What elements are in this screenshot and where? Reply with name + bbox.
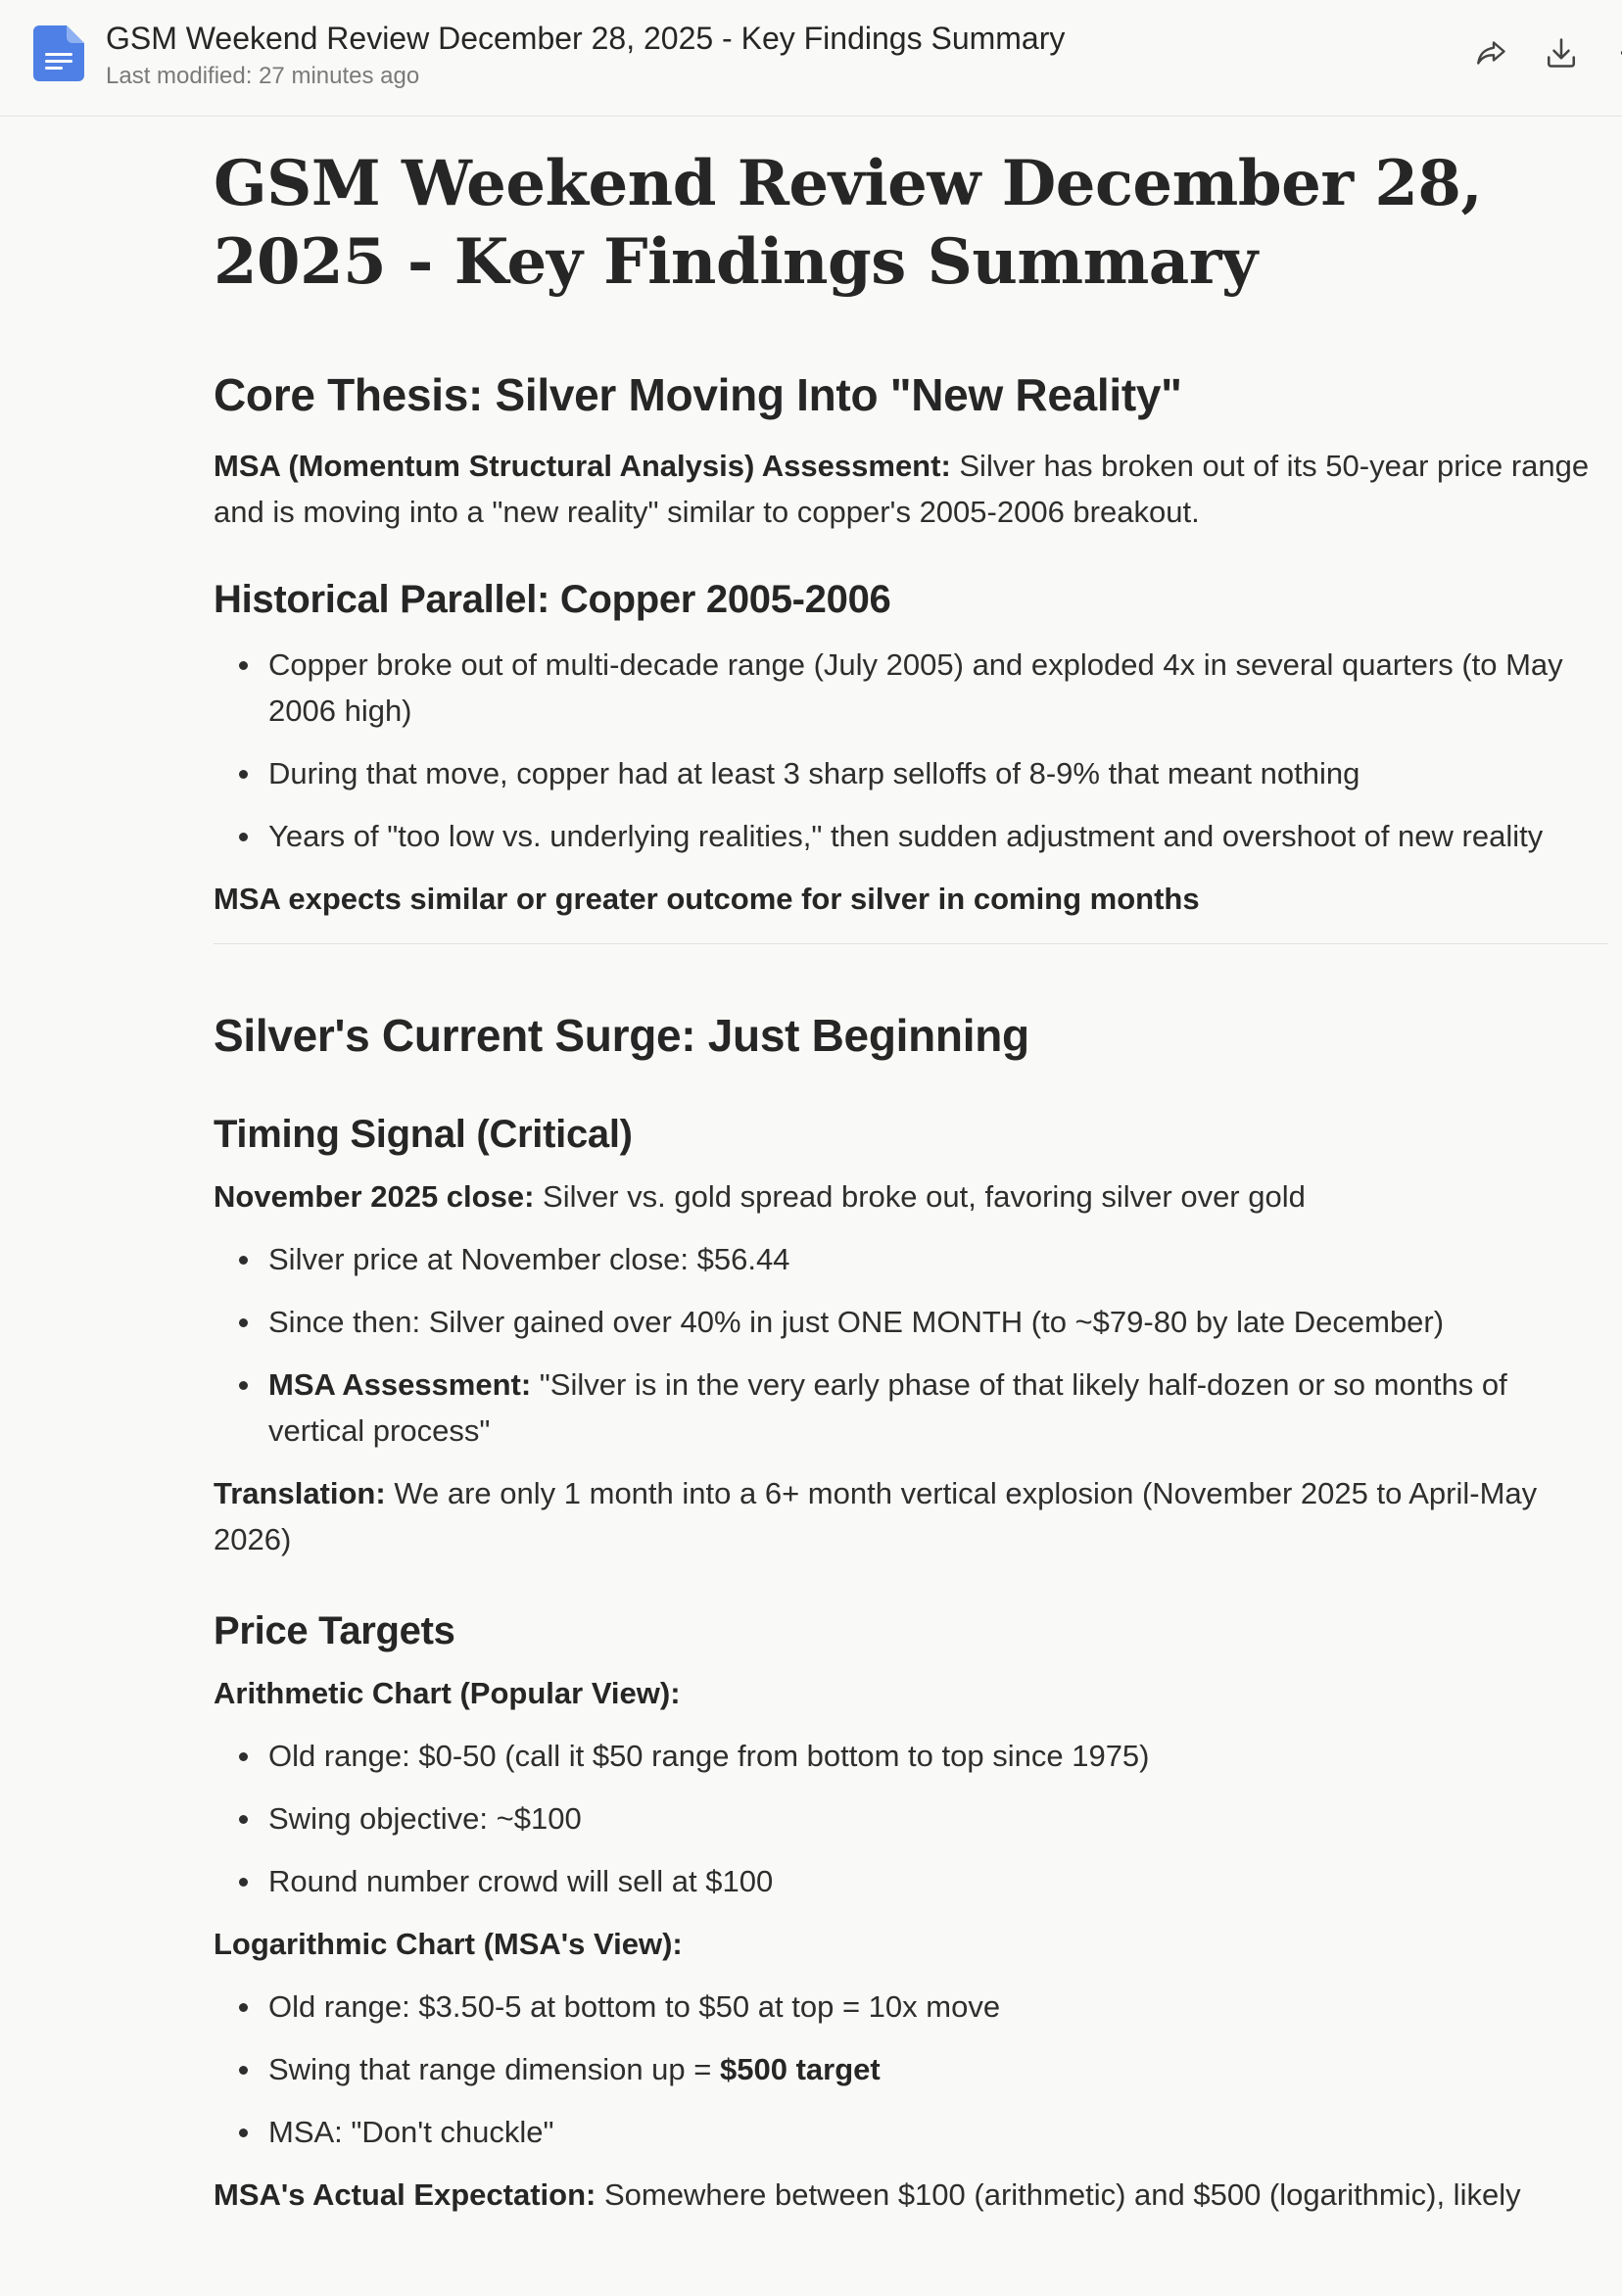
translation-paragraph [214,1470,1604,1562]
msa-expectation-paragraph [214,876,1604,922]
logarithmic-bullet-list [214,1984,1604,2155]
timing-bullet-list [214,1236,1604,1454]
msa-assessment-label: MSA (Momentum Structural Analysis) Assessment: [214,449,951,483]
heading-historical-parallel: Historical Parallel: Copper 2005-2006 [214,578,891,621]
list-item: Round number crowd will sell at $100 [268,1858,1604,1904]
download-button[interactable] [1538,29,1585,76]
logarithmic-chart-label: Logarithmic Chart (MSA's View): [214,1927,683,1961]
heading-timing-signal: Timing Signal (Critical) [214,1113,633,1156]
section-divider [214,943,1608,944]
arithmetic-bullet-list [214,1733,1604,1904]
list-item: Years of "too low vs. underlying realities," then sudden adjustment and overshoot of new reality [268,813,1604,859]
document-icon [33,25,84,81]
list-item: Silver price at November close: $56.44 [268,1236,1604,1282]
heading-price-targets: Price Targets [214,1609,455,1652]
november-close-paragraph [214,1173,1604,1220]
share-button[interactable] [1467,29,1514,76]
logarithmic-chart-label-paragraph [214,1921,1604,1967]
msa-assessment-text: Silver has broken out of its 50-year price range and is moving into a "new reality" similar to copper's 2005-2006 breakout. [214,449,1590,529]
historical-bullet-list [214,642,1604,859]
arithmetic-chart-label: Arithmetic Chart (Popular View): [214,1676,681,1710]
download-icon [1544,35,1579,71]
november-close-label: November 2025 close: [214,1179,535,1214]
november-close-text: Silver vs. gold spread broke out, favoring silver over gold [534,1179,1306,1214]
target-500-text: $500 target [720,2052,881,2086]
actual-expectation-paragraph [214,2172,1604,2218]
swing-range-text: Swing that range dimension up = [268,2052,720,2086]
last-modified-text: Last modified: 27 minutes ago [106,63,420,89]
document-header [0,0,1622,117]
heading-current-surge: Silver's Current Surge: Just Beginning [214,1010,1029,1061]
list-item: Copper broke out of multi-decade range (July 2005) and exploded 4x in several quarters (to May 2006 high) [268,642,1604,734]
share-icon [1473,35,1508,71]
list-item: During that move, copper had at least 3 sharp selloffs of 8-9% that meant nothing [268,750,1604,796]
arithmetic-chart-label-paragraph [214,1670,1604,1716]
msa-expectation-text: MSA expects similar or greater outcome for silver in coming months [214,882,1200,916]
list-item [268,1362,1604,1454]
heading-core-thesis: Core Thesis: Silver Moving Into "New Reality" [214,369,1182,420]
msa-assessment-bullet-text: "Silver is in the very early phase of that likely half-dozen or so months of vertical process" [268,1367,1507,1448]
document-title: GSM Weekend Review December 28, 2025 - Key Findings Summary [214,147,1483,299]
more-button[interactable] [1604,29,1622,76]
list-item: Since then: Silver gained over 40% in just ONE MONTH (to ~$79-80 by late December) [268,1299,1604,1345]
translation-label: Translation: [214,1476,386,1510]
msa-assessment-bullet-label: MSA Assessment: [268,1367,532,1402]
list-item: Swing objective: ~$100 [268,1795,1604,1842]
msa-assessment-paragraph [214,443,1604,535]
window-title: GSM Weekend Review December 28, 2025 - Key Findings Summary [106,21,1066,56]
more-icon [1615,35,1622,71]
list-item: Old range: $0-50 (call it $50 range from bottom to top since 1975) [268,1733,1604,1779]
actual-expectation-label: MSA's Actual Expectation: [214,2177,596,2212]
list-item: Old range: $3.50-5 at bottom to $50 at top = 10x move [268,1984,1604,2030]
list-item: MSA: "Don't chuckle" [268,2109,1604,2155]
translation-text: We are only 1 month into a 6+ month vertical explosion (November 2025 to April-May 2026) [214,1476,1538,1556]
actual-expectation-text: Somewhere between $100 (arithmetic) and $500 (logarithmic), likely [596,2177,1521,2212]
document-body [214,145,1604,2218]
list-item [268,2046,1604,2092]
